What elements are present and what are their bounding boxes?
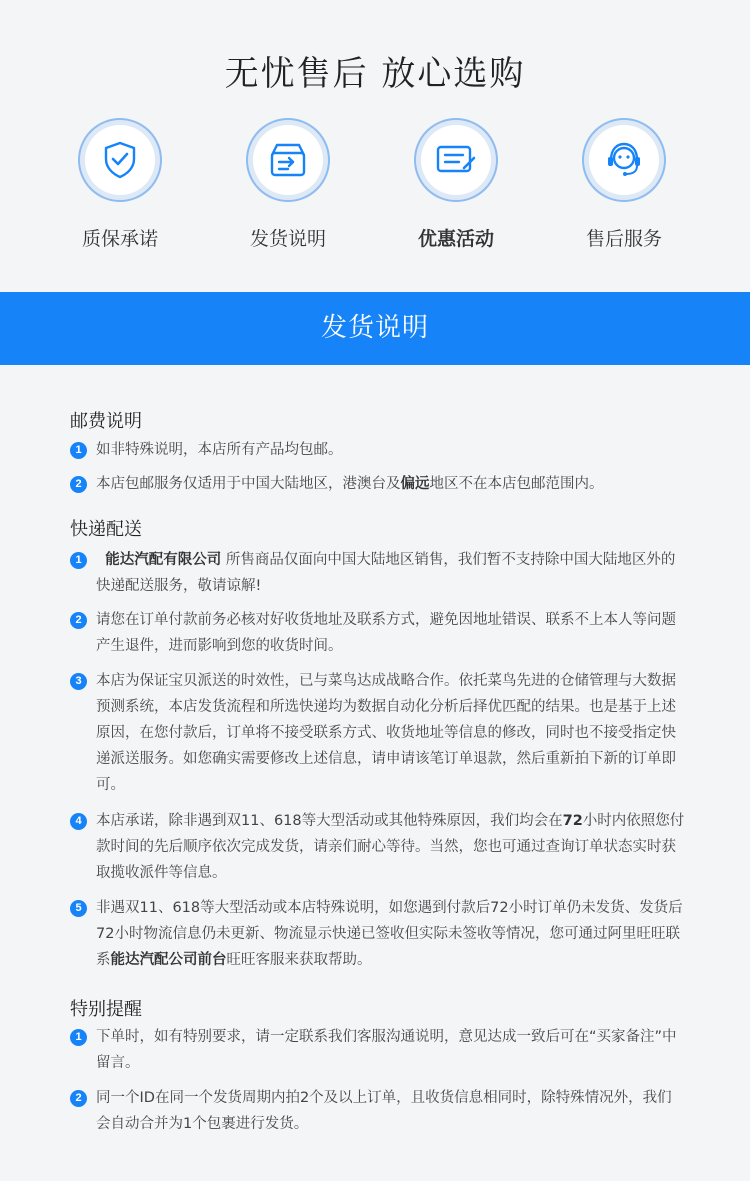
customer-service-icon <box>604 140 644 180</box>
feature-label: 发货说明 <box>249 228 326 250</box>
feature-ring <box>414 118 498 202</box>
list-item <box>70 1085 685 1137</box>
feature-after-sales[interactable] <box>549 118 699 251</box>
text-emphasis: 偏远 <box>400 476 430 492</box>
section-title-postage: 邮费说明 <box>70 411 142 432</box>
item-text <box>70 808 685 886</box>
feature-ring-inner <box>253 125 323 195</box>
text-segment: 地区不在本店包邮范围内。 <box>429 476 604 492</box>
list-item <box>70 895 685 973</box>
text-emphasis: 能达汽配公司前台 <box>110 952 227 968</box>
item-number: 2 <box>70 476 87 493</box>
item-number: 1 <box>70 442 87 459</box>
feature-shipping[interactable] <box>213 118 363 251</box>
feature-label: 质保承诺 <box>81 228 158 250</box>
feature-label: 优惠活动 <box>417 228 494 250</box>
feature-ring-inner <box>421 125 491 195</box>
item-number: 1 <box>70 1029 87 1046</box>
text-segment: 旺旺客服来获取帮助。 <box>226 952 372 968</box>
item-number: 5 <box>70 900 87 917</box>
feature-ring <box>78 118 162 202</box>
text-emphasis: 能达汽配有限公司 <box>105 552 222 568</box>
feature-warranty[interactable] <box>45 118 195 251</box>
list-item <box>70 547 685 599</box>
feature-ring-inner <box>589 125 659 195</box>
header <box>0 0 750 292</box>
section-title-notice: 特别提醒 <box>70 999 142 1020</box>
item-text <box>70 471 685 497</box>
item-text: 本店为保证宝贝派送的时效性，已与菜鸟达成战略合作。依托菜鸟先进的仓储管理与大数据预测系统，本店发货流程和所选快递均为数据自动化分析后择优匹配的结果。也是基于上述原因，在您付款后，订单将不接受联系方式、收货地址等信息的修改，同时也不接受指定快递派送服务。如您确实需要修改上述信息，请申请该笔订单退款，然后重新拍下新的订单即可。 <box>96 673 676 793</box>
feature-ring <box>582 118 666 202</box>
item-number: 3 <box>70 673 87 690</box>
shipping-info <box>0 365 750 1181</box>
section-banner: 发货说明 <box>0 292 750 365</box>
text-emphasis: 72 <box>562 813 583 829</box>
coupon-icon <box>435 143 477 177</box>
delivery-box-icon <box>268 141 308 179</box>
list-item <box>70 808 685 886</box>
item-text: 请您在订单付款前务必核对好收货地址及联系方式，避免因地址错误、联系不上本人等问题产生退件，进而影响到您的收货时间。 <box>96 612 676 654</box>
feature-label: 售后服务 <box>585 228 662 250</box>
item-text <box>70 547 685 599</box>
feature-ring-inner <box>85 125 155 195</box>
feature-promotion[interactable] <box>381 118 531 251</box>
list-item <box>70 1024 685 1076</box>
item-number: 2 <box>70 1090 87 1107</box>
list-item <box>70 471 685 497</box>
item-text: 如非特殊说明，本店所有产品均包邮。 <box>96 442 343 458</box>
shield-check-icon <box>103 141 137 179</box>
item-text: 同一个ID在同一个发货周期内拍2个及以上订单，且收货信息相同时，除特殊情况外，我们会自动合并为1个包裹进行发货。 <box>96 1090 672 1132</box>
item-number: 2 <box>70 612 87 629</box>
item-number: 1 <box>70 552 87 569</box>
feature-ring <box>246 118 330 202</box>
list-item <box>70 437 685 463</box>
text-segment: 本店承诺，除非遇到双11、618等大型活动或其他特殊原因，我们均会在 <box>96 813 563 829</box>
text-segment: 所售商品仅面向中国大陆地区销售，我们暂不支持除中国大陆地区外的快递配送服务，敬请谅解! <box>96 552 676 594</box>
section-title-delivery: 快递配送 <box>70 519 142 540</box>
item-number: 4 <box>70 813 87 830</box>
text-segment: 非遇双11、618等大型活动或本店特殊说明，如您遇到付款后72小时订单仍未发货、发货后72小时物流信息仍未更新、物流显示快递已签收但实际未签收等情况，您可通过阿里旺旺联系 <box>96 900 683 968</box>
item-text <box>70 895 685 973</box>
item-text: 下单时，如有特别要求，请一定联系我们客服沟通说明，意见达成一致后可在“买家备注”中留言。 <box>96 1029 677 1071</box>
list-item <box>70 668 685 798</box>
text-segment: 本店包邮服务仅适用于中国大陆地区，港澳台及 <box>96 476 401 492</box>
list-item <box>70 607 685 659</box>
page-title: 无忧售后 放心选购 <box>224 54 526 94</box>
feature-list <box>0 118 750 258</box>
text-segment: 小时内依照您付款时间的先后顺序依次完成发货，请亲们耐心等待。当然，您也可通过查询订单状态实时获取揽收派件等信息。 <box>96 813 685 881</box>
